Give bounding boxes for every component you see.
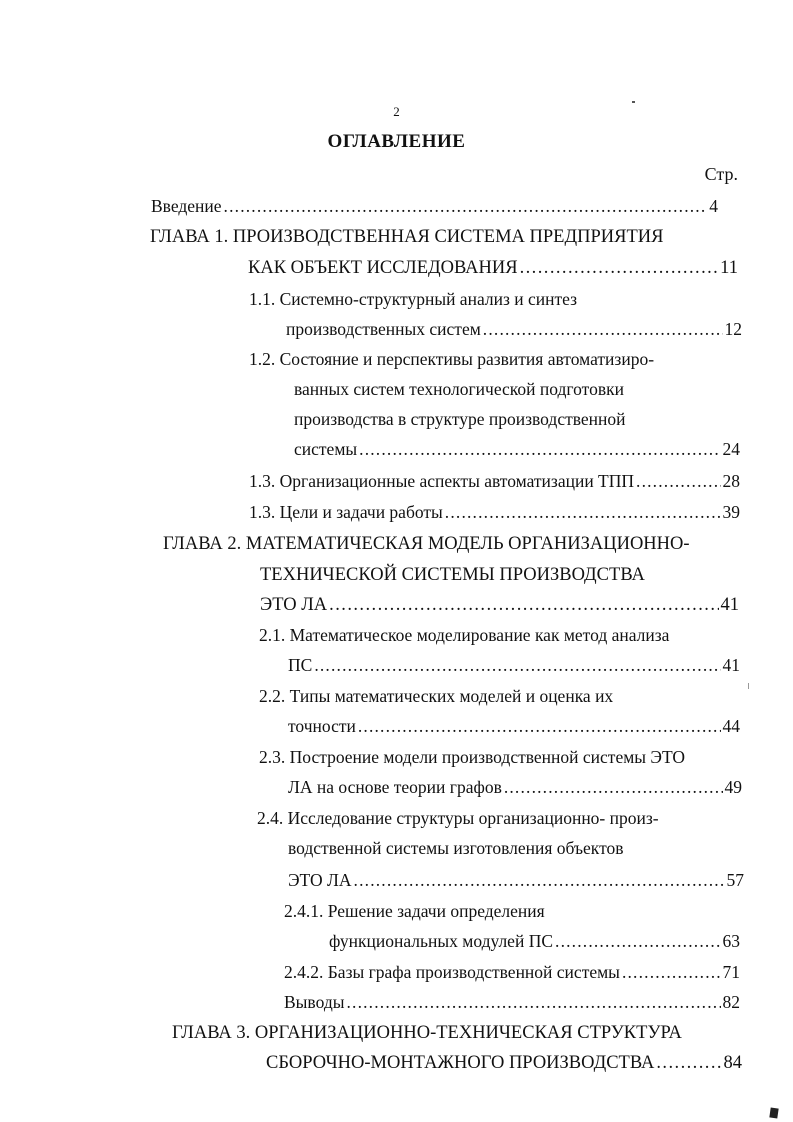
toc-section-2-4-1-end[interactable] <box>329 929 740 953</box>
toc-section-1-2-cont: производства в структуре производственной <box>294 409 626 429</box>
toc-section-2-2-end[interactable] <box>288 714 740 738</box>
toc-section-1-1-cont[interactable] <box>286 317 742 341</box>
toc-section-2-4[interactable]: 2.4. Исследование структуры организационно- произ- <box>257 808 659 828</box>
toc-entry-page: 11 <box>720 258 738 278</box>
toc-chapter-3-title[interactable] <box>266 1051 742 1075</box>
toc-entry-text: 1.3. Организационные аспекты автоматизации ТПП <box>249 471 635 491</box>
toc-section-2-4-cont: водственной системы изготовления объектов <box>288 838 624 858</box>
toc-section-2-4-2[interactable] <box>284 960 740 984</box>
dot-leader <box>656 1051 721 1075</box>
dot-leader <box>329 593 718 617</box>
toc-entry-text: производственных систем <box>286 319 481 339</box>
dot-leader <box>358 714 721 738</box>
dot-leader <box>359 437 720 461</box>
dot-leader <box>354 868 725 892</box>
toc-entry-page: 44 <box>722 716 740 736</box>
toc-section-2-2[interactable]: 2.2. Типы математических моделей и оценка их <box>259 686 614 706</box>
dot-leader <box>622 960 721 984</box>
toc-chapter-2-title-end[interactable] <box>260 593 739 617</box>
toc-entry-page: 4 <box>709 196 718 216</box>
toc-entry-page: 84 <box>723 1053 742 1073</box>
toc-entry-text: точности <box>288 716 356 736</box>
toc-chapter-2-title: ТЕХНИЧЕСКОЙ СИСТЕМЫ ПРОИЗВОДСТВА <box>260 565 645 585</box>
toc-entry-text: 1.3. Цели и задачи работы <box>249 502 443 522</box>
toc-section-2-4-end[interactable] <box>288 868 744 892</box>
toc-entry-text: системы <box>294 439 358 459</box>
toc-entry-text: ЭТО ЛА <box>260 595 328 615</box>
toc-entry-page: 41 <box>720 595 739 615</box>
toc-entry-page: 71 <box>722 962 740 982</box>
toc-entry-text: 2.4.2. Базы графа производственной системы <box>284 962 620 982</box>
toc-section-2-1-end[interactable] <box>288 653 740 677</box>
toc-entry-text: ЭТО ЛА <box>288 870 352 890</box>
toc-entry-page: 28 <box>722 471 740 491</box>
page-column-label: Стр. <box>704 164 738 184</box>
toc-chapter-1-title[interactable] <box>248 256 738 280</box>
toc-chapter-2-heading[interactable]: ГЛАВА 2. МАТЕМАТИЧЕСКАЯ МОДЕЛЬ ОРГАНИЗАЦИОННО- <box>163 534 690 554</box>
toc-entry-page: 39 <box>722 502 740 522</box>
dot-leader <box>555 929 720 953</box>
page-number: 2 <box>393 104 400 119</box>
toc-section-1-2[interactable]: 1.2. Состояние и перспективы развития автоматизиро- <box>249 349 655 369</box>
dot-leader <box>483 317 723 341</box>
toc-entry-text: Введение <box>151 196 222 216</box>
toc-entry-page: 12 <box>724 319 742 339</box>
toc-entry-page: 41 <box>722 655 740 675</box>
toc-entry-page: 57 <box>726 870 744 890</box>
page-title: ОГЛАВЛЕНИЕ <box>327 131 466 152</box>
toc-entry-text: СБОРОЧНО-МОНТАЖНОГО ПРОИЗВОДСТВА <box>266 1053 655 1073</box>
dot-leader <box>445 500 721 524</box>
dot-leader <box>224 194 708 218</box>
dot-leader <box>520 256 719 280</box>
toc-conclusions[interactable] <box>284 990 740 1014</box>
dot-leader <box>346 990 720 1014</box>
toc-section-2-3-end[interactable] <box>288 775 742 799</box>
dot-leader <box>636 469 720 493</box>
toc-section-1-3-org[interactable] <box>249 469 740 493</box>
dot-leader <box>314 653 720 677</box>
toc-entry-text: КАК ОБЪЕКТ ИССЛЕДОВАНИЯ <box>248 258 518 278</box>
toc-entry-text: ПС <box>288 655 313 675</box>
toc-entry-text: Выводы <box>284 992 345 1012</box>
toc-section-2-4-1[interactable]: 2.4.1. Решение задачи определения <box>284 901 545 921</box>
dot-leader <box>504 775 723 799</box>
toc-section-1-2-cont: ванных систем технологической подготовки <box>294 379 624 399</box>
toc-entry-text: ЛА на основе теории графов <box>288 777 502 797</box>
toc-chapter-1-heading[interactable]: ГЛАВА 1. ПРОИЗВОДСТВЕННАЯ СИСТЕМА ПРЕДПРИЯТИЯ <box>150 227 664 247</box>
toc-entry-page: 82 <box>722 992 740 1012</box>
scan-speck <box>748 683 749 689</box>
toc-section-1-2-end[interactable] <box>294 437 740 461</box>
toc-section-2-3[interactable]: 2.3. Построение модели производственной системы ЭТО <box>259 747 686 767</box>
toc-entry-page: 63 <box>722 931 740 951</box>
toc-entry-text: функциональных модулей ПС <box>329 931 554 951</box>
scan-corner-mark <box>769 1107 778 1118</box>
toc-section-1-3-goals[interactable] <box>249 500 740 524</box>
toc-section-2-1[interactable]: 2.1. Математическое моделирование как метод анализа <box>259 625 670 645</box>
scan-speck <box>632 101 635 103</box>
toc-section-1-1[interactable]: 1.1. Системно-структурный анализ и синтез <box>249 289 578 309</box>
toc-entry-introduction[interactable] <box>151 194 718 218</box>
toc-chapter-3-heading[interactable]: ГЛАВА 3. ОРГАНИЗАЦИОННО-ТЕХНИЧЕСКАЯ СТРУКТУРА <box>172 1023 682 1043</box>
toc-entry-page: 49 <box>724 777 742 797</box>
toc-entry-page: 24 <box>722 439 740 459</box>
